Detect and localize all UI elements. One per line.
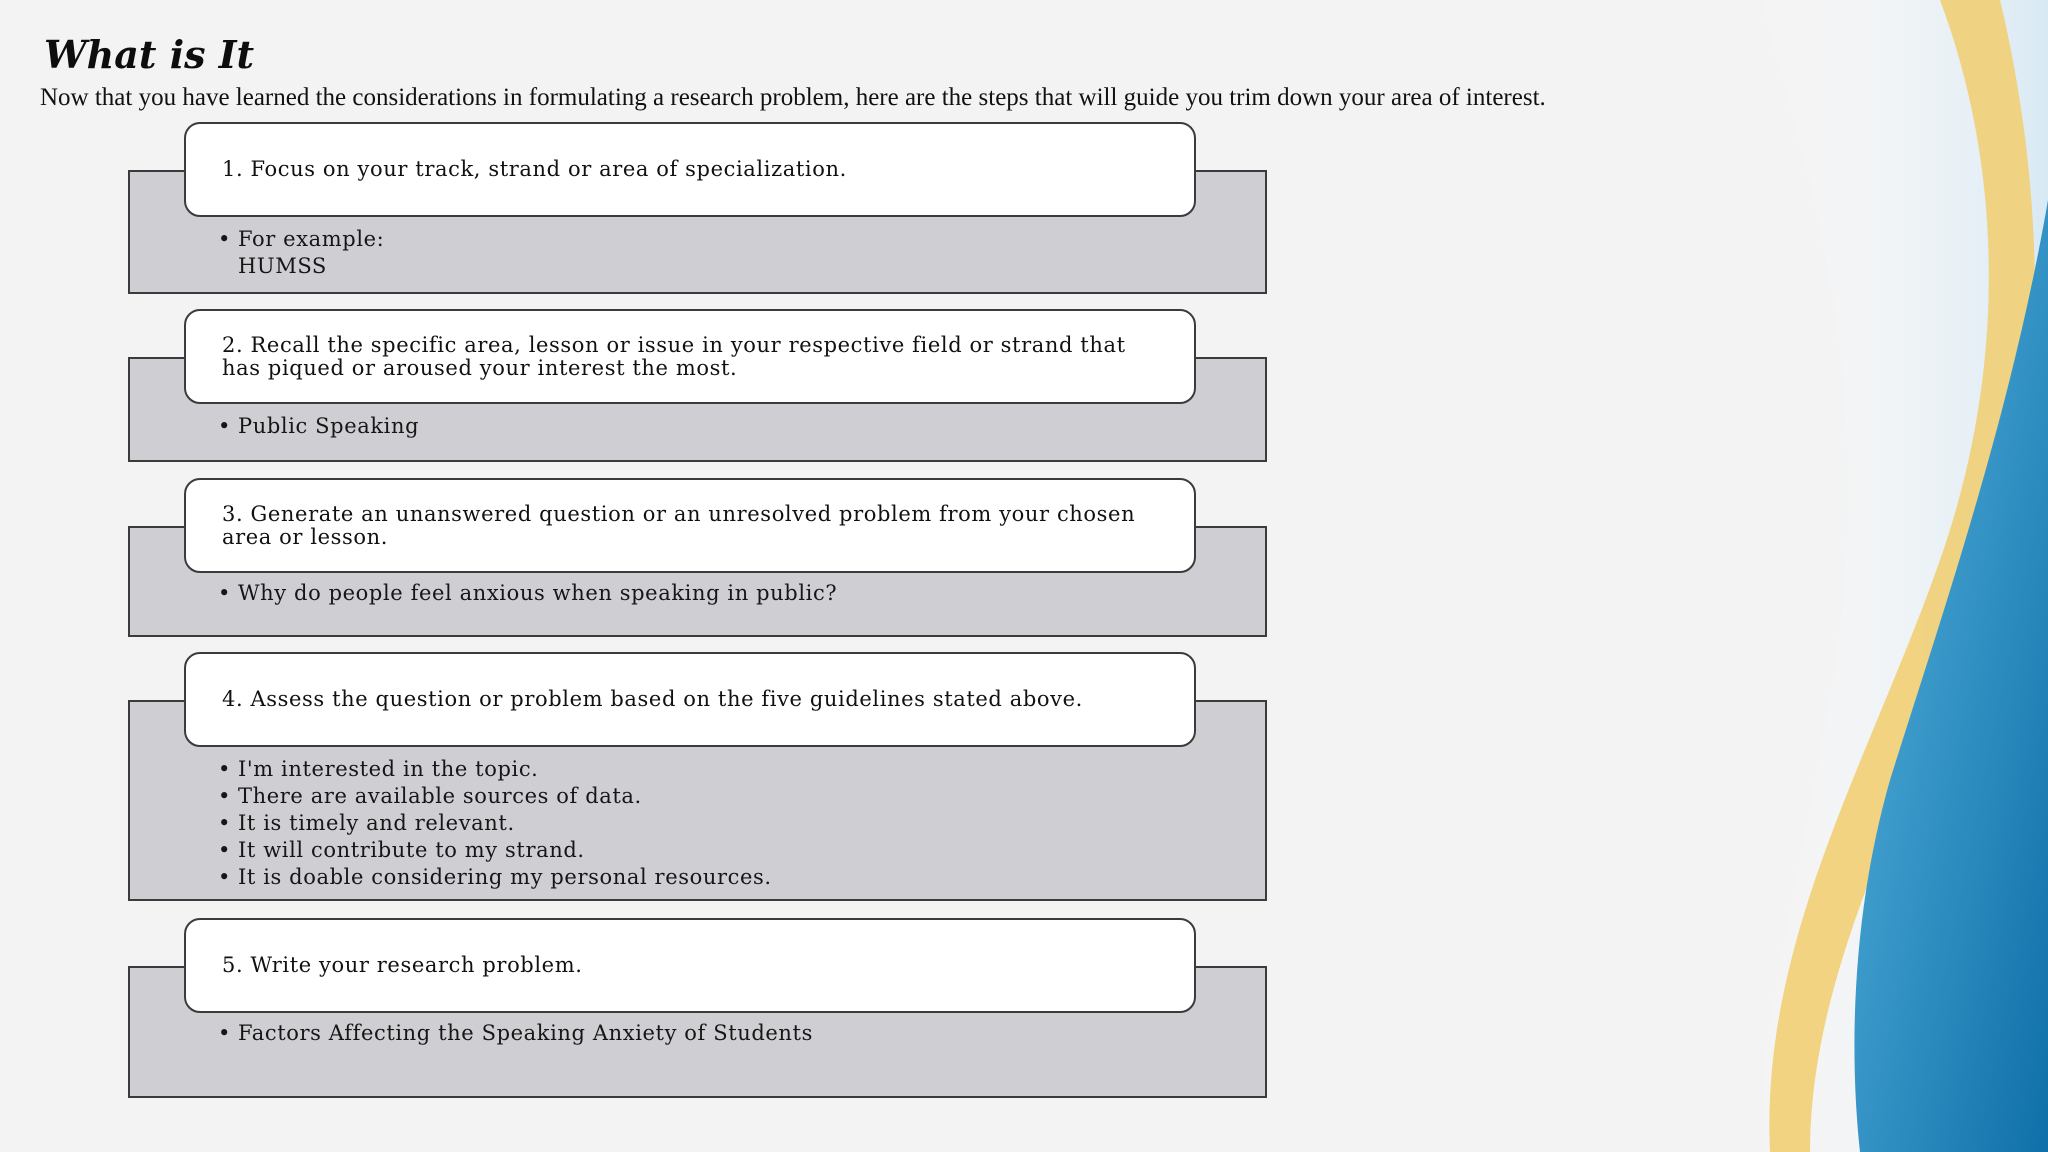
step-3-heading: 3. Generate an unanswered question or an unresolved problem from your chosen area or lesson. (184, 478, 1196, 573)
step-5-bullets (218, 1020, 813, 1047)
step-3-bullets (218, 580, 837, 607)
step-5-heading: 5. Write your research problem. (184, 918, 1196, 1013)
step-4-heading: 4. Assess the question or problem based on the five guidelines stated above. (184, 652, 1196, 747)
step-2 (128, 309, 1267, 462)
step-1 (128, 122, 1267, 294)
step-5 (128, 918, 1267, 1098)
page-title: What is It (44, 32, 255, 77)
list-item: • I'm interested in the topic. (218, 756, 772, 783)
bullet-text: For example: (238, 227, 385, 251)
list-item: • Factors Affecting the Speaking Anxiety of Students (218, 1020, 813, 1047)
list-item: • It will contribute to my strand. (218, 837, 772, 864)
bullet-subtext: HUMSS (238, 254, 327, 278)
step-4-bullets (218, 756, 772, 891)
list-item: • It is timely and relevant. (218, 810, 772, 837)
step-1-bullets (218, 226, 384, 280)
step-4 (128, 652, 1267, 901)
step-3 (128, 478, 1267, 637)
list-item: • Public Speaking (218, 413, 419, 440)
step-2-heading: 2. Recall the specific area, lesson or issue in your respective field or strand that has piqued or aroused your interest the most. (184, 309, 1196, 404)
list-item (218, 226, 384, 280)
step-2-bullets (218, 413, 419, 440)
list-item: • It is doable considering my personal resources. (218, 864, 772, 891)
list-item: • Why do people feel anxious when speaking in public? (218, 580, 837, 607)
intro-text: Now that you have learned the considerations in formulating a research problem, here are the steps that will guide you trim down your area of interest. (40, 84, 1546, 111)
list-item: • There are available sources of data. (218, 783, 772, 810)
step-1-heading: 1. Focus on your track, strand or area of specialization. (184, 122, 1196, 217)
